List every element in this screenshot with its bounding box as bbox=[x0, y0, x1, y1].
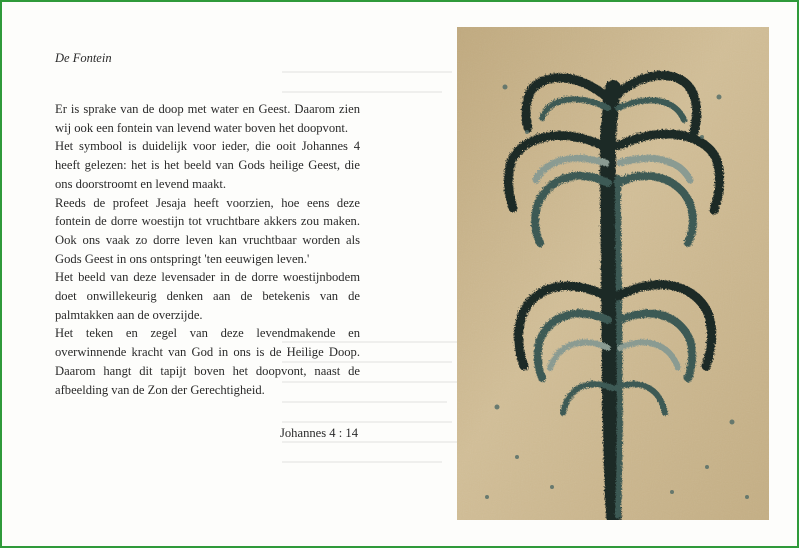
paragraph-jesaja: Reeds de profeet Jesaja heeft voorzien, hoe eens deze fontein de dorre woestijn tot vruchtbare akkers zou maken. Ook ons vaak zo dorre leven kan vruchtbaar worden als Gods Geest in ons ontspringt 'ten eeuwigen leven.' bbox=[55, 195, 360, 266]
paragraph-doop: Er is sprake van de doop met water en Geest. Daarom zien wij ook een fontein van levend water boven het doopvont. bbox=[55, 102, 360, 135]
paragraph-heilige-doop: Het teken en zegel van deze levendmakende en overwinnende kracht van God in ons is de Heilige Doop. Daarom hangt dit tapijt boven het doopvont, naast de afbeelding van de Zon der Gerechtigheid. bbox=[55, 326, 360, 397]
body-text bbox=[55, 100, 360, 399]
page-title: De Fontein bbox=[55, 51, 112, 65]
verse-reference: Johannes 4 : 14 bbox=[279, 426, 358, 440]
paragraph-levensader: Het beeld van deze levensader in de dorre woestijnbodem doet onwillekeurig denken aan de betekenis van de palmtakken aan de overzijde. bbox=[55, 270, 360, 322]
paragraph-symbool: Het symbool is duidelijk voor ieder, die ooit Johannes 4 heeft gelezen: het is het beeld van Gods heilige Geest, die ons doorstroomt en levend maakt. bbox=[55, 139, 360, 191]
fountain-tapestry-image bbox=[457, 27, 769, 520]
